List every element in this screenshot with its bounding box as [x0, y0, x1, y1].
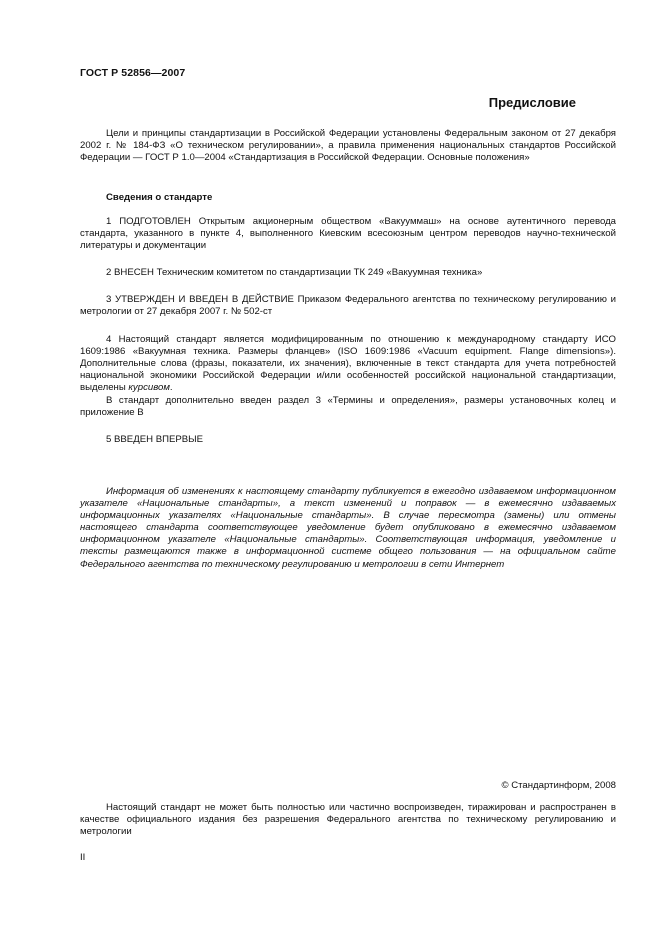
item-5-introduced: 5 ВВЕДЕН ВПЕРВЫЕ	[106, 434, 204, 445]
item-4-text: 4 Настоящий стандарт является модифицированным по отношению к международному стандарту ИСО 1609:1986 «Вакуумная техника. Размеры фланцев» (ISO 1609:1986 «Vacuum equipment. Flange dimensions»). Дополнительные слова (фразы, показатели, их значения), включенные в текст стандарта для учета потребностей национальной экономики Российской Федерации и/или особенностей российской национальной стандартизации, выделены	[80, 334, 616, 394]
item-1-prepared: 1 ПОДГОТОВЛЕН Открытым акционерным обществом «Вакууммаш» на основе аутентичного перевода стандарта, указанного в пункте 4, выполненного Киевским всесоюзным центром переводов научно-технической литературы и документации	[80, 216, 616, 252]
page-title: Предисловие	[488, 95, 576, 110]
reproduction-notice: Настоящий стандарт не может быть полностью или частично воспроизведен, тиражирован и распространен в качестве официального издания без разрешения Федерального агентства по техническому регулированию и метрологии	[80, 802, 616, 838]
item-4-modification	[80, 334, 616, 394]
page-number: II	[80, 852, 86, 863]
document-code-header: ГОСТ Р 52856—2007	[80, 67, 186, 79]
item-3-approved: 3 УТВЕРЖДЕН И ВВЕДЕН В ДЕЙСТВИЕ Приказом Федерального агентства по техническому регулированию и метрологии от 27 декабря 2007 г. № 502-ст	[80, 294, 616, 318]
section-subheading: Сведения о стандарте	[106, 192, 213, 203]
item-4-end: .	[169, 382, 173, 394]
item-4-additional: В стандарт дополнительно введен раздел 3 «Термины и определения», размеры установочных колец и приложение В	[80, 395, 616, 419]
item-4-italic-word: курсивом	[128, 382, 170, 394]
changes-info-notice: Информация об изменениях к настоящему стандарту публикуется в ежегодно издаваемом информационном указателе «Национальные стандарты», а текст изменений и поправок — в ежемесячно издаваемых информационных указателях «Национальные стандарты». В случае пересмотра (замены) или отмены настоящего стандарта соответствующее уведомление будет опубликовано в ежемесячно издаваемом информационном указателе «Национальные стандарты». Соответствующая информация, уведомление и тексты размещаются также в информационной системе общего пользования — на официальном сайте Федерального агентства по техническому регулированию и метрологии в сети Интернет	[80, 486, 616, 570]
item-2-submitted: 2 ВНЕСЕН Техническим комитетом по стандартизации ТК 249 «Вакуумная техника»	[106, 267, 483, 278]
intro-paragraph: Цели и принципы стандартизации в Российской Федерации установлены Федеральным законом от 27 декабря 2002 г. № 184-ФЗ «О техническом регулировании», а правила применения национальных стандартов Российской Федерации — ГОСТ Р 1.0—2004 «Стандартизация в Российской Федерации. Основные положения»	[80, 128, 616, 164]
copyright-line: © Стандартинформ, 2008	[501, 780, 616, 791]
